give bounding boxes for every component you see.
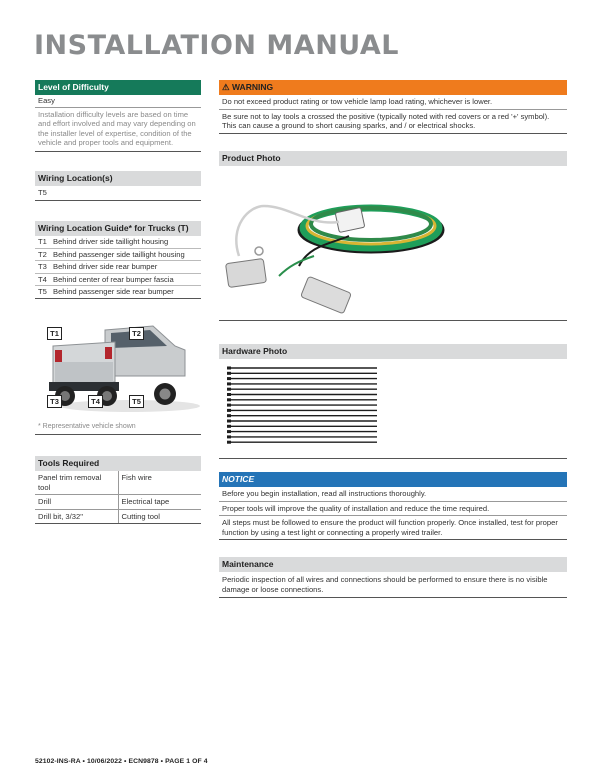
- notice-header: NOTICE: [219, 472, 567, 487]
- difficulty-description: Installation difficulty levels are based on time and effort involved and may vary depending on the installer level of expertise, condition of the vehicle and proper tools and equipment.: [35, 108, 201, 152]
- cable-tie-head: [227, 414, 231, 417]
- notice-line: Before you begin installation, read all instructions thoroughly.: [219, 487, 567, 502]
- cable-tie-head: [227, 372, 231, 375]
- hardware-photo: [219, 359, 567, 459]
- notice-line: Proper tools will improve the quality of installation and reduce the time required.: [219, 502, 567, 517]
- tool-item: Electrical tape: [118, 495, 202, 509]
- cable-tie-head: [227, 377, 231, 380]
- cable-tie-head: [227, 435, 231, 438]
- truck-label-t3: T3: [47, 395, 62, 408]
- difficulty-header: Level of Difficulty: [35, 80, 201, 95]
- guide-desc: Behind center of rear bumper fascia: [53, 274, 174, 284]
- tool-item: Cutting tool: [118, 510, 202, 524]
- warning-header-text: WARNING: [232, 82, 274, 92]
- cable-tie-head: [227, 430, 231, 433]
- cable-tie-head: [227, 404, 231, 407]
- guide-code: T2: [38, 249, 47, 259]
- page-title: INSTALLATION MANUAL: [34, 30, 399, 61]
- guide-desc: Behind passenger side taillight housing: [53, 249, 185, 259]
- product-photo: [219, 166, 567, 321]
- truck-label-t5: T5: [129, 395, 144, 408]
- wiring-location-section: [35, 171, 201, 201]
- guide-code: T1: [38, 237, 47, 246]
- hardware-photo-header: Hardware Photo: [219, 344, 567, 359]
- warning-line: Be sure not to lay tools a crossed the positive (typically noted with red covers or a red '+' symbol). This can cause a ground to short causing sparks, and / or electrical shocks.: [219, 110, 567, 134]
- product-photo-header: Product Photo: [219, 151, 567, 166]
- warning-header: [219, 80, 567, 95]
- cable-tie-head: [227, 425, 231, 428]
- truck-label-t1: T1: [47, 327, 62, 340]
- warning-triangle-icon: ⚠: [222, 82, 230, 92]
- tool-item: Drill: [38, 497, 52, 507]
- tools-row: [35, 471, 201, 495]
- difficulty-section: [35, 80, 201, 152]
- difficulty-level: Easy: [35, 95, 201, 108]
- wiring-harness-image: [219, 166, 459, 316]
- tools-row: [35, 495, 201, 510]
- tool-item: Panel trim removal tool: [38, 473, 102, 492]
- tools-section: [35, 456, 201, 524]
- cable-tie-head: [227, 388, 231, 391]
- truck-label-t4: T4: [88, 395, 103, 408]
- wiring-location-header: Wiring Location(s): [35, 171, 201, 186]
- footer: 52102-INS-RA • 10/06/2022 • ECN9878 • PAGE 1 OF 4: [35, 758, 208, 765]
- wiring-guide-header: Wiring Location Guide* for Trucks (T): [35, 221, 201, 236]
- warning-section: [219, 80, 567, 134]
- cable-tie-head: [227, 382, 231, 385]
- warning-line: Do not exceed product rating or tow vehicle lamp load rating, whichever is lower.: [219, 95, 567, 110]
- guide-row: [35, 236, 201, 249]
- truck-note: * Representative vehicle shown: [35, 420, 201, 435]
- guide-desc: Behind driver side rear bumper: [53, 262, 158, 272]
- maintenance-text: Periodic inspection of all wires and connections should be performed to ensure there is no visible damage or loose connections.: [219, 572, 567, 598]
- notice-line: All steps must be followed to ensure the product will function properly. Once installed, test for proper function by using a test light or connecting a properly wired trailer.: [219, 516, 567, 540]
- tools-header: Tools Required: [35, 456, 201, 471]
- guide-desc: Behind driver side taillight housing: [53, 237, 169, 246]
- cable-tie-head: [227, 398, 231, 401]
- guide-row: [35, 261, 201, 274]
- maintenance-header: Maintenance: [219, 557, 567, 572]
- product-photo-section: [219, 151, 567, 321]
- tool-item: Drill bit, 3/32": [38, 511, 83, 521]
- cable-tie-head: [227, 367, 231, 370]
- tools-row: [35, 510, 201, 525]
- cable-tie-head: [227, 441, 231, 444]
- cable-tie-head: [227, 420, 231, 423]
- guide-desc: Behind passenger side rear bumper: [53, 287, 174, 297]
- cable-tie-head: [227, 409, 231, 412]
- wiring-location-value: T5: [35, 186, 201, 201]
- cable-tie-head: [227, 393, 231, 396]
- truck-image: [35, 316, 201, 416]
- cable-ties-image: [227, 365, 387, 447]
- guide-code: T4: [38, 274, 47, 284]
- guide-row: [35, 286, 201, 299]
- truck-label-t2: T2: [129, 327, 144, 340]
- guide-row: [35, 249, 201, 262]
- guide-code: T5: [38, 287, 47, 297]
- maintenance-section: [219, 557, 567, 598]
- guide-row: [35, 274, 201, 287]
- wiring-guide-section: [35, 221, 201, 299]
- guide-code: T3: [38, 262, 47, 272]
- hardware-photo-section: [219, 344, 567, 459]
- tool-item: Fish wire: [118, 471, 202, 494]
- notice-section: [219, 472, 567, 540]
